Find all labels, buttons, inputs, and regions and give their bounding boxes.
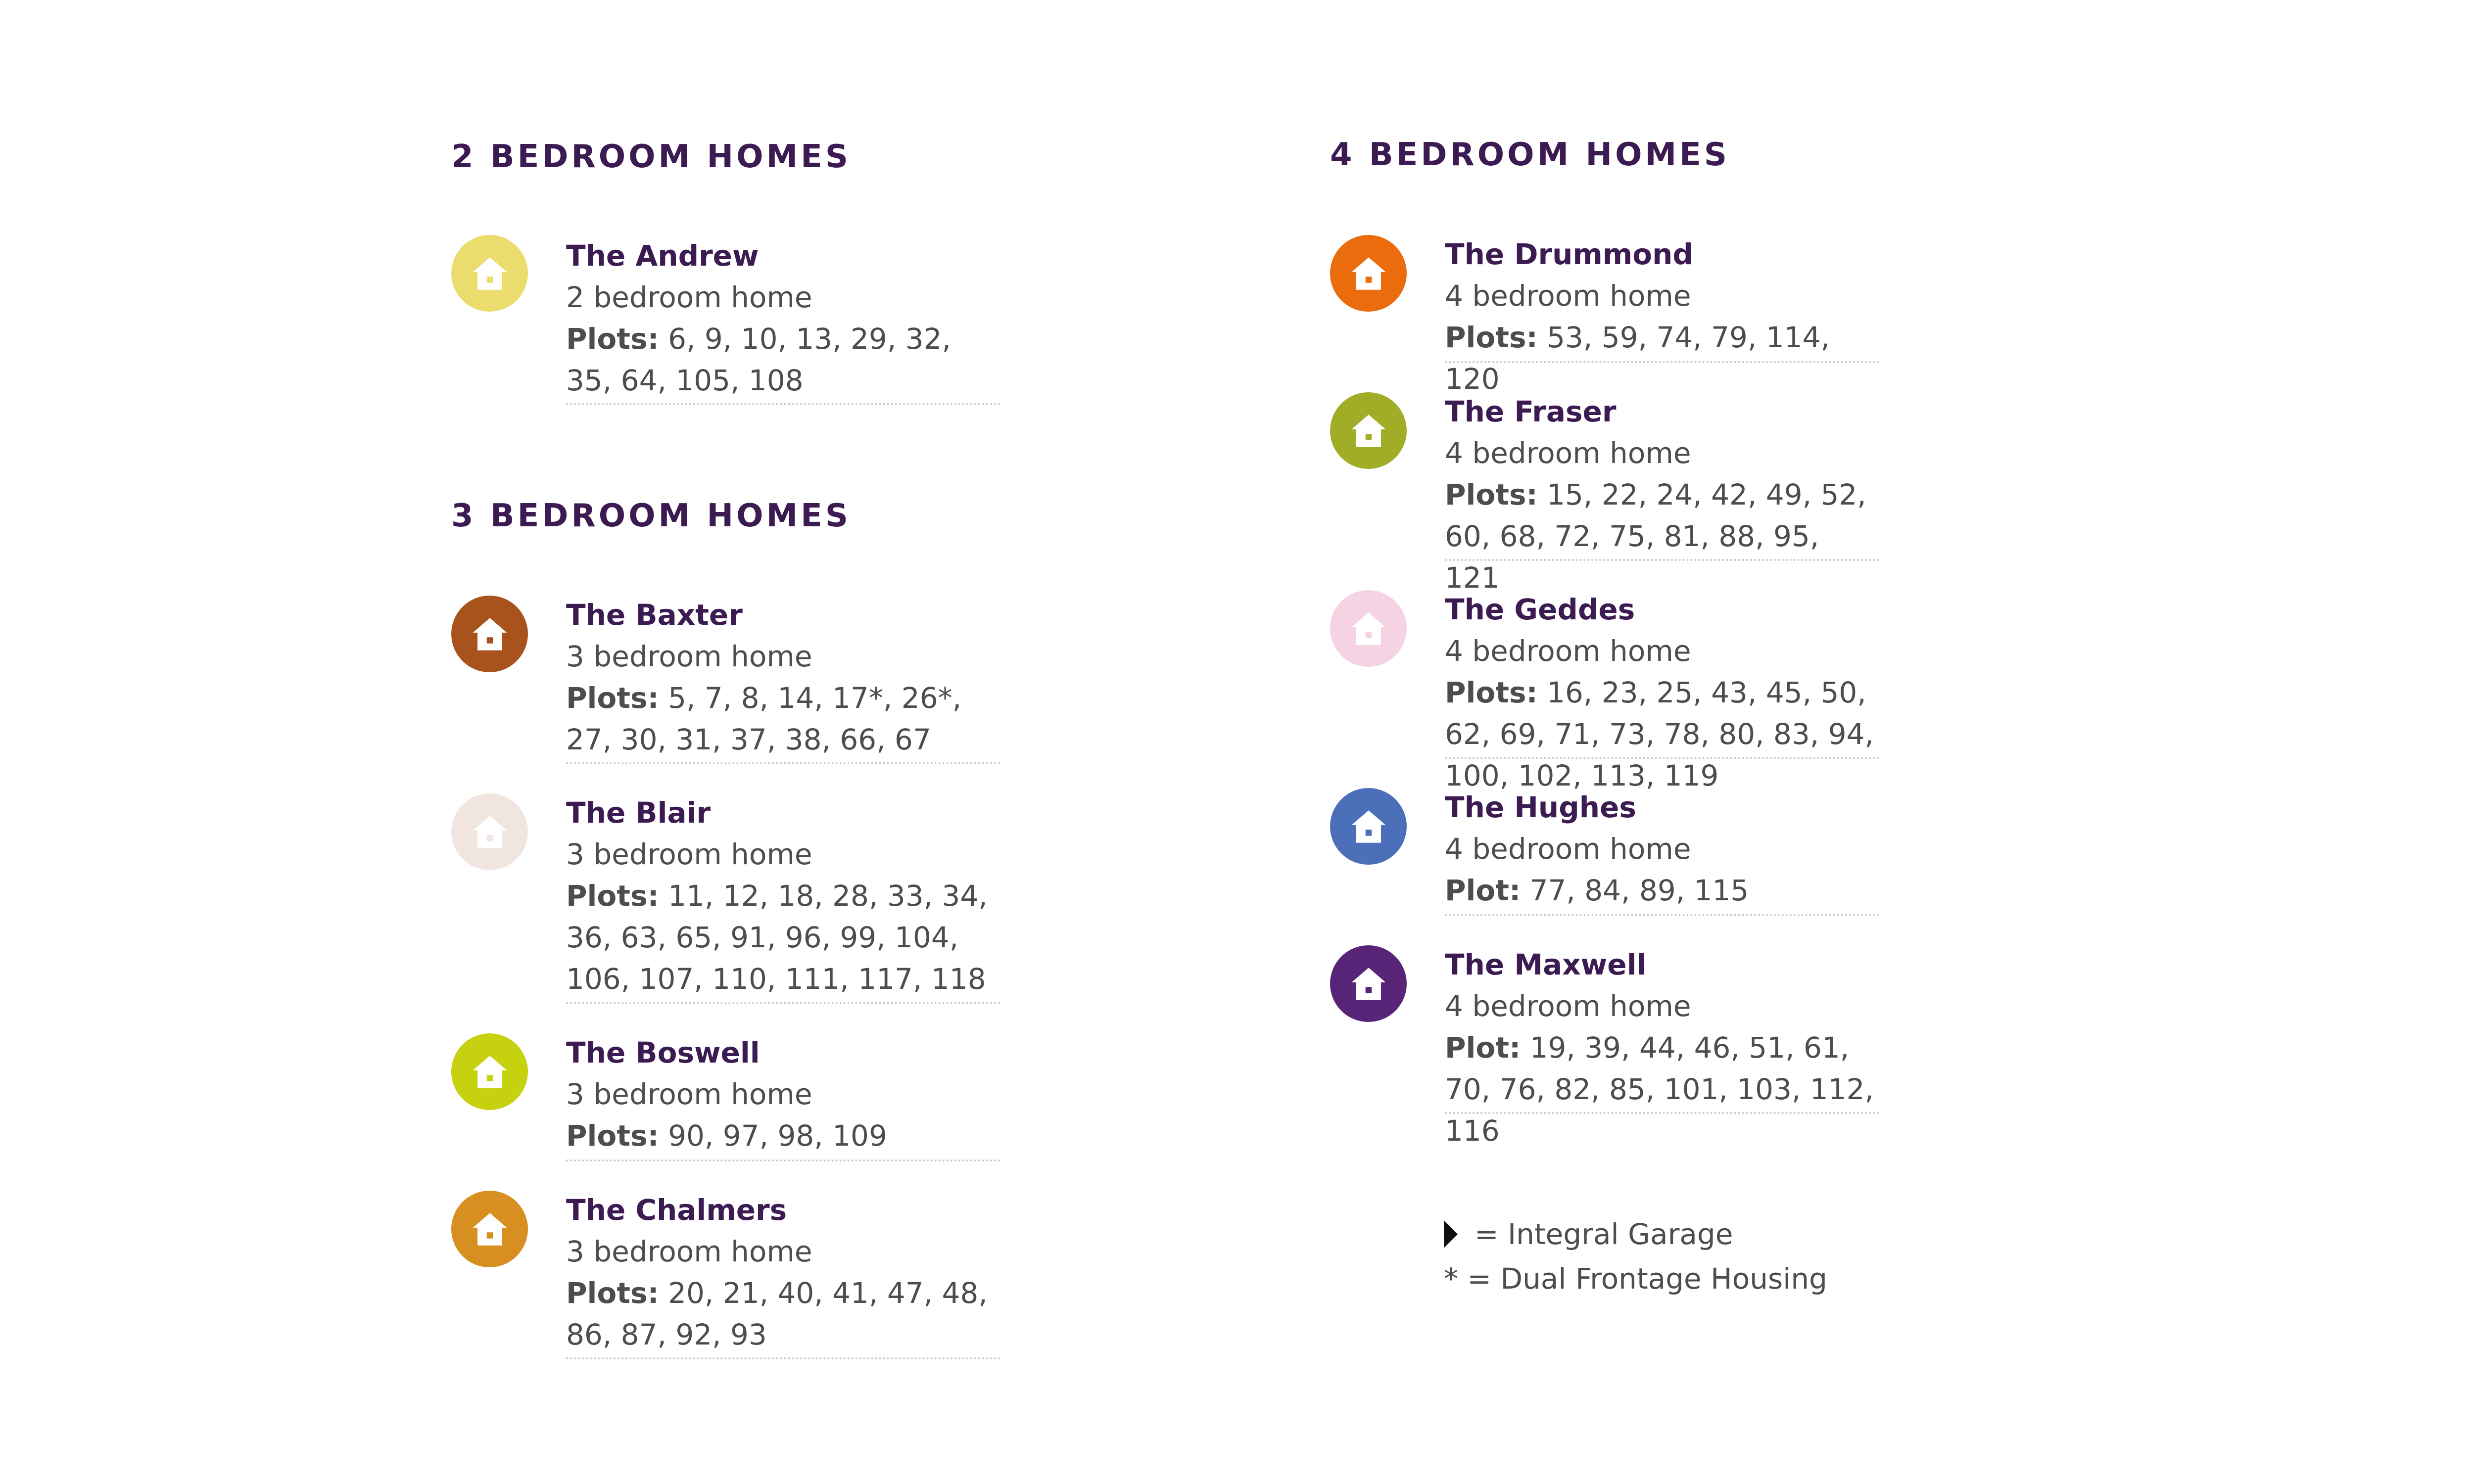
dotted-divider bbox=[1445, 559, 1879, 561]
home-text bbox=[1445, 787, 1879, 911]
legend bbox=[1444, 1212, 1827, 1301]
plots-label: Plots: bbox=[1445, 478, 1538, 511]
plots-label: Plots: bbox=[566, 879, 659, 913]
home-description: 4 bedroom home bbox=[1445, 989, 1691, 1023]
home-description: 3 bedroom home bbox=[566, 1235, 812, 1268]
home-description: 3 bedroom home bbox=[566, 1077, 812, 1111]
dotted-divider bbox=[1445, 361, 1879, 363]
plots-label: Plot: bbox=[1445, 1031, 1521, 1065]
plots-label: Plots: bbox=[566, 1276, 659, 1310]
plots-label: Plots: bbox=[1445, 676, 1538, 709]
home-text bbox=[566, 594, 1000, 760]
entries-3-bedroom bbox=[451, 594, 1000, 1367]
home-text bbox=[1445, 589, 1879, 796]
legend-integral-garage-text: = Integral Garage bbox=[1475, 1217, 1733, 1251]
plots-list: 53, 59, 74, 79, 114, 120 bbox=[1445, 321, 1830, 396]
home-plots bbox=[1445, 870, 1879, 911]
dotted-divider bbox=[566, 1159, 1000, 1161]
plots-label: Plots: bbox=[566, 681, 659, 715]
home-plots bbox=[566, 318, 1000, 401]
home-entry-baxter bbox=[451, 594, 1000, 792]
home-entry-hughes bbox=[1330, 787, 1879, 944]
plots-list: 5, 7, 8, 14, 17*, 26*, 27, 30, 31, 37, 38, 66, 67 bbox=[566, 681, 962, 756]
home-plots bbox=[566, 875, 1000, 1000]
home-description: 4 bedroom home bbox=[1445, 832, 1691, 866]
plots-list: 11, 12, 18, 28, 33, 34, 36, 63, 65, 91, 96, 99, 104, 106, 107, 110, 111, 117, 118 bbox=[566, 879, 988, 996]
section-heading-2-bedroom: 2 BEDROOM HOMES bbox=[451, 139, 851, 175]
home-entry-fraser bbox=[1330, 391, 1879, 595]
home-description: 4 bedroom home bbox=[1445, 634, 1691, 668]
house-icon bbox=[1330, 788, 1407, 865]
plots-label: Plot: bbox=[1445, 874, 1521, 907]
entries-2-bedroom bbox=[451, 235, 1000, 413]
plots-label: Plots: bbox=[566, 322, 659, 356]
home-entry-drummond bbox=[1330, 233, 1879, 396]
dotted-divider bbox=[566, 1357, 1000, 1359]
home-text bbox=[566, 792, 1000, 1000]
home-text bbox=[566, 1189, 1000, 1355]
home-plots bbox=[1445, 474, 1879, 599]
home-text bbox=[1445, 391, 1879, 599]
home-description: 3 bedroom home bbox=[566, 837, 812, 871]
home-text bbox=[566, 1032, 1000, 1157]
home-name: The Drummond bbox=[1445, 237, 1693, 271]
house-icon bbox=[451, 1033, 528, 1110]
entries-4-bedroom bbox=[1330, 233, 1879, 1148]
dotted-divider bbox=[1445, 1112, 1879, 1114]
home-text bbox=[1445, 233, 1879, 400]
home-plots bbox=[566, 677, 1000, 760]
dotted-divider bbox=[1445, 757, 1879, 759]
section-heading-3-bedroom: 3 BEDROOM HOMES bbox=[451, 498, 851, 534]
plots-list: 77, 84, 89, 115 bbox=[1521, 874, 1749, 907]
plots-list: 15, 22, 24, 42, 49, 52, 60, 68, 72, 75, 81, 88, 95, 121 bbox=[1445, 478, 1866, 595]
home-description: 4 bedroom home bbox=[1445, 279, 1691, 313]
house-icon bbox=[1330, 590, 1407, 667]
home-text bbox=[566, 235, 1000, 401]
home-name: The Andrew bbox=[566, 239, 759, 273]
plots-list: 16, 23, 25, 43, 45, 50, 62, 69, 71, 73, 78, 80, 83, 94, 100, 102, 113, 119 bbox=[1445, 676, 1874, 792]
plots-list: 90, 97, 98, 109 bbox=[659, 1119, 887, 1153]
home-name: The Blair bbox=[566, 796, 711, 830]
plots-list: 19, 39, 44, 46, 51, 61, 70, 76, 82, 85, 101, 103, 112, 116 bbox=[1445, 1031, 1874, 1148]
home-entry-boswell bbox=[451, 1032, 1000, 1189]
legend-dual-frontage-text: * = Dual Frontage Housing bbox=[1444, 1262, 1827, 1296]
plots-label: Plots: bbox=[1445, 321, 1538, 354]
plots-label: Plots: bbox=[566, 1119, 659, 1153]
home-entry-maxwell bbox=[1330, 944, 1879, 1148]
home-entry-geddes bbox=[1330, 589, 1879, 792]
home-description: 2 bedroom home bbox=[566, 280, 812, 314]
house-icon bbox=[1330, 392, 1407, 469]
home-name: The Baxter bbox=[566, 598, 743, 632]
home-plots bbox=[566, 1272, 1000, 1355]
home-name: The Fraser bbox=[1445, 395, 1617, 428]
section-heading-4-bedroom: 4 BEDROOM HOMES bbox=[1330, 137, 1730, 173]
home-plots bbox=[566, 1115, 1000, 1157]
house-icon bbox=[451, 235, 528, 312]
dotted-divider bbox=[566, 762, 1000, 764]
home-entry-chalmers bbox=[451, 1189, 1000, 1367]
home-text bbox=[1445, 944, 1879, 1152]
house-icon bbox=[451, 793, 528, 870]
dotted-divider bbox=[566, 403, 1000, 405]
plots-list: 20, 21, 40, 41, 47, 48, 86, 87, 92, 93 bbox=[566, 1276, 988, 1351]
legend-integral-garage bbox=[1444, 1212, 1827, 1256]
home-description: 4 bedroom home bbox=[1445, 436, 1691, 470]
home-name: The Maxwell bbox=[1445, 948, 1647, 981]
dotted-divider bbox=[1445, 914, 1879, 916]
home-name: The Chalmers bbox=[566, 1193, 787, 1227]
plots-list: 6, 9, 10, 13, 29, 32, 35, 64, 105, 108 bbox=[566, 322, 951, 397]
house-icon bbox=[451, 596, 528, 672]
home-description: 3 bedroom home bbox=[566, 640, 812, 673]
home-plots bbox=[1445, 672, 1879, 796]
home-entry-andrew bbox=[451, 235, 1000, 413]
home-entry-blair bbox=[451, 792, 1000, 1032]
house-icon bbox=[1330, 945, 1407, 1022]
triangle-marker-icon bbox=[1444, 1220, 1458, 1248]
house-icon bbox=[1330, 235, 1407, 312]
home-plots bbox=[1445, 1027, 1879, 1152]
home-name: The Hughes bbox=[1445, 790, 1636, 824]
home-name: The Geddes bbox=[1445, 593, 1635, 626]
home-plots bbox=[1445, 317, 1879, 400]
home-name: The Boswell bbox=[566, 1036, 760, 1069]
dotted-divider bbox=[566, 1002, 1000, 1004]
house-icon bbox=[451, 1191, 528, 1267]
legend-dual-frontage bbox=[1444, 1256, 1827, 1301]
